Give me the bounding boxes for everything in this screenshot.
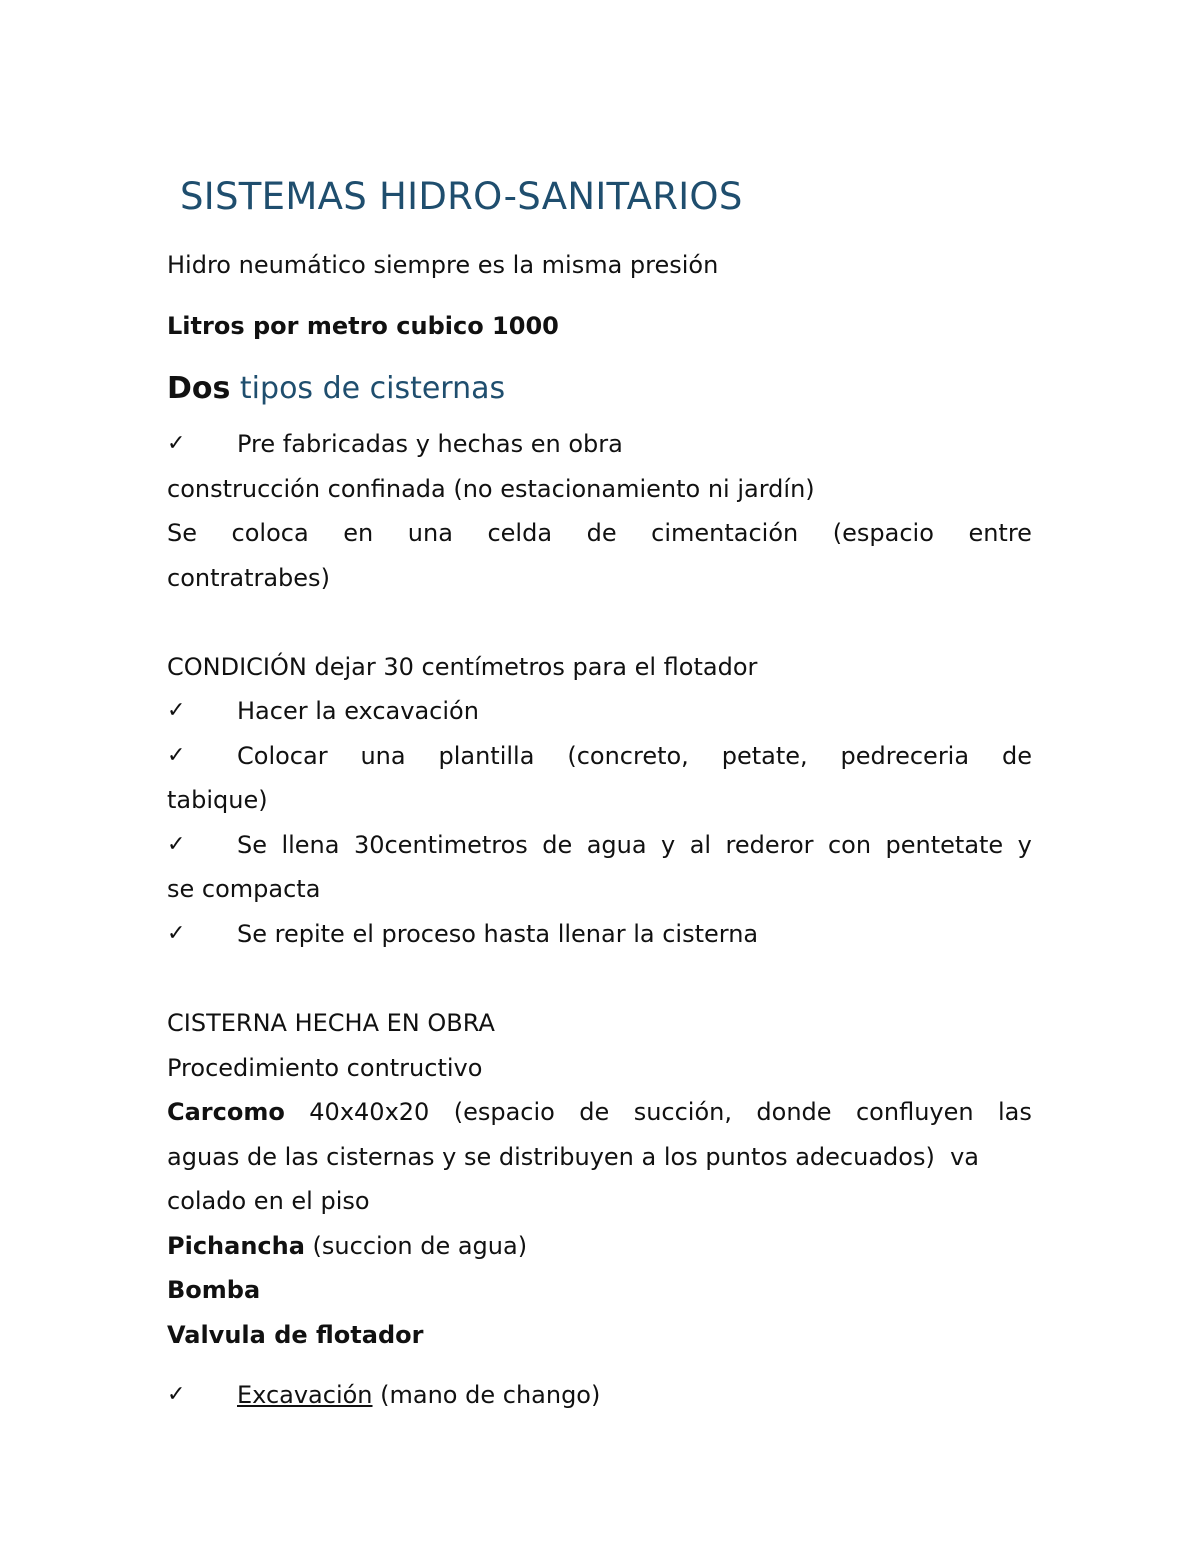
line-pichancha	[167, 1231, 527, 1261]
word: las	[998, 1098, 1032, 1126]
word: (concreto,	[567, 742, 689, 770]
line-hidro: Hidro neumático siempre es la misma presión	[167, 251, 719, 279]
pichancha-desc: (succion de agua)	[304, 1232, 528, 1260]
bullet-repite: Se repite el proceso hasta llenar la cisterna	[237, 920, 759, 948]
bullet-llena	[237, 830, 1032, 860]
excavacion-underlined: Excavación	[237, 1381, 373, 1409]
line-construccion: construcción confinada (no estacionamiento ni jardín)	[167, 475, 815, 503]
word: llena	[281, 831, 340, 859]
word: y	[661, 831, 676, 859]
word: una	[407, 519, 453, 547]
line-colado: colado en el piso	[167, 1187, 370, 1215]
excavacion-desc: (mano de chango)	[372, 1381, 601, 1409]
heading-dos: Dos	[167, 371, 231, 406]
word: cimentación	[651, 519, 799, 547]
word: de	[586, 519, 617, 547]
word: de	[1001, 742, 1032, 770]
word: Colocar	[237, 742, 328, 770]
check-icon: ✓	[167, 431, 186, 456]
word: 30centimetros	[353, 831, 528, 859]
line-compacta: se compacta	[167, 875, 321, 903]
word: confluyen	[855, 1098, 974, 1126]
word: agua	[586, 831, 647, 859]
line-cisterna: CISTERNA HECHA EN OBRA	[167, 1009, 495, 1037]
line-coloca	[167, 518, 1032, 548]
word: coloca	[231, 519, 309, 547]
check-icon: ✓	[167, 921, 186, 946]
line-carcomo	[167, 1097, 1032, 1127]
word: celda	[487, 519, 553, 547]
word: succión,	[633, 1098, 732, 1126]
line-bomba: Bomba	[167, 1276, 261, 1304]
line-valvula: Valvula de flotador	[167, 1321, 424, 1349]
check-icon: ✓	[167, 743, 186, 768]
line-tabique: tabique)	[167, 786, 268, 814]
word: de	[542, 831, 573, 859]
line-litros: Litros por metro cubico 1000	[167, 312, 559, 340]
word: pentetate	[885, 831, 1004, 859]
heading-tipos-cisternas	[167, 370, 505, 408]
heading-tipos: tipos de cisternas	[239, 371, 506, 406]
word: al	[689, 831, 712, 859]
word: rederor	[725, 831, 814, 859]
check-icon: ✓	[167, 1382, 186, 1407]
word: con	[827, 831, 872, 859]
line-condicion: CONDICIÓN dejar 30 centímetros para el flotador	[167, 653, 758, 681]
word: y	[1017, 831, 1032, 859]
check-icon: ✓	[167, 832, 186, 857]
word: en	[343, 519, 374, 547]
bullet-excavacion: Hacer la excavación	[237, 697, 479, 725]
word: de	[579, 1098, 610, 1126]
bullet-excavacion-mano	[237, 1380, 600, 1410]
bullet-prefab: Pre fabricadas y hechas en obra	[237, 430, 623, 458]
bullet-plantilla	[237, 741, 1032, 771]
word: una	[360, 742, 406, 770]
line-aguas: aguas de las cisternas y se distribuyen a los puntos adecuados) va	[167, 1143, 979, 1171]
word: (espacio	[453, 1098, 555, 1126]
line-procedimiento: Procedimiento contructivo	[167, 1054, 483, 1082]
document-title: SISTEMAS HIDRO-SANITARIOS	[180, 175, 743, 218]
word: (espacio	[832, 519, 934, 547]
line-contratrabes: contratrabes)	[167, 564, 330, 592]
word: pedreceria	[840, 742, 970, 770]
word: petate,	[721, 742, 808, 770]
word: plantilla	[438, 742, 535, 770]
word: Se	[237, 831, 267, 859]
carcomo-term: Carcomo	[167, 1098, 285, 1126]
check-icon: ✓	[167, 698, 186, 723]
word: 40x40x20	[309, 1098, 430, 1126]
word: entre	[968, 519, 1032, 547]
pichancha-term: Pichancha	[167, 1232, 305, 1260]
word: donde	[756, 1098, 832, 1126]
word: Se	[167, 519, 197, 547]
